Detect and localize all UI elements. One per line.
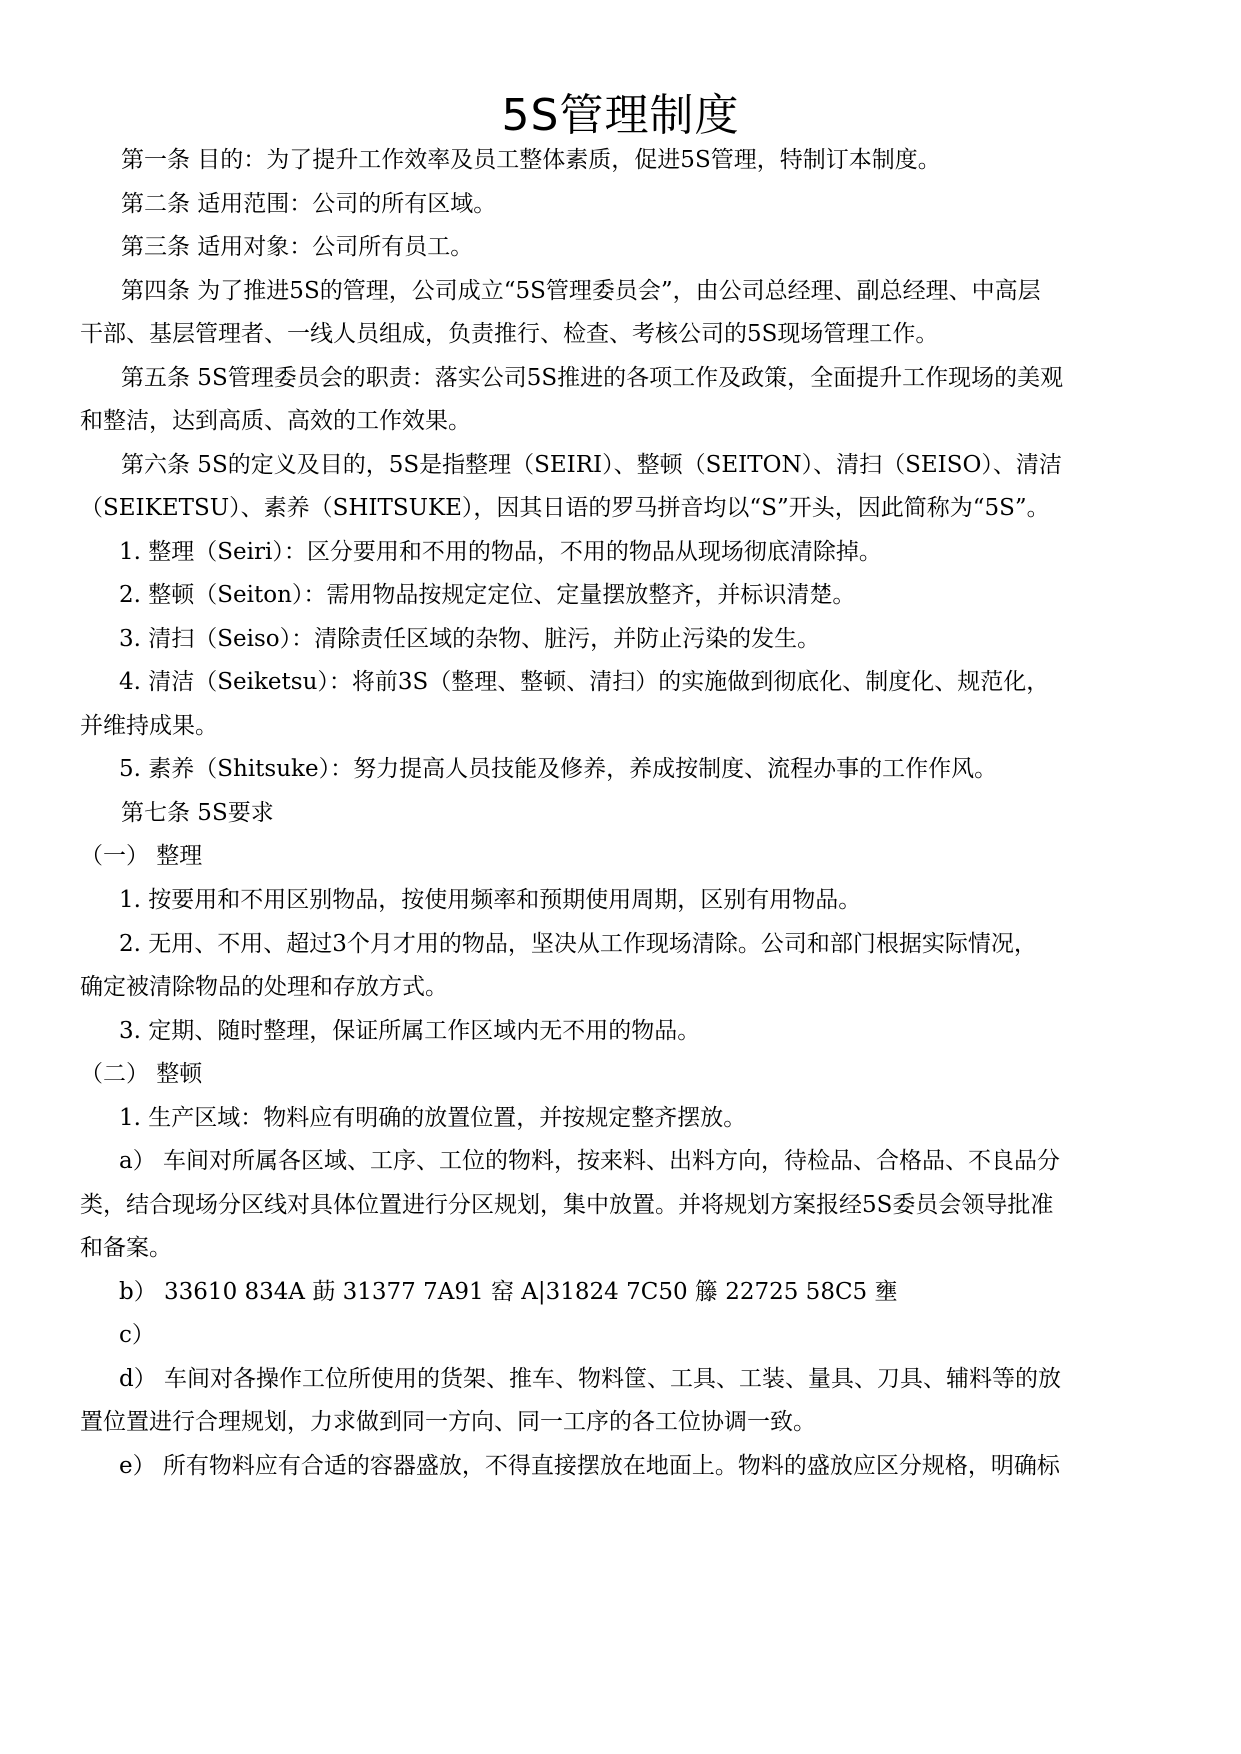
arrange-item-d-continuation: 置位置进行合理规划，力求做到同一方向、同一工序的各工位协调一致。 <box>80 1409 816 1435</box>
definition-item-1: 1. 整理（Seiri）：区分要用和不用的物品，不用的物品从现场彻底清除掉。 <box>119 539 882 565</box>
article-4-continuation: 干部、基层管理者、一线人员组成，负责推行、检查、考核公司的5S现场管理工作。 <box>80 321 939 347</box>
arrange-item-a: a） 车间对所属各区域、工序、工位的物料，按来料、出料方向，待检品、合格品、不良品分 <box>119 1148 1061 1174</box>
arrange-item-b: b） 33610 834A 莇 31377 7A91 窑 A|31824 7C50 籐 22725 58C5 壅 <box>119 1279 898 1305</box>
article-5-line: 第五条 5S管理委员会的职责：落实公司5S推进的各项工作及政策，全面提升工作现场的美观 <box>121 365 1064 391</box>
arrange-item-e: e） 所有物料应有合适的容器盛放，不得直接摆放在地面上。物料的盛放应区分规格，明确标 <box>119 1453 1060 1479</box>
definition-item-5: 5. 素养（Shitsuke）：努力提高人员技能及修养，养成按制度、流程办事的工作作风。 <box>119 756 998 782</box>
article-4-line: 第四条 为了推进5S的管理，公司成立“5S管理委员会”，由公司总经理、副总经理、中高层 <box>121 278 1041 304</box>
section-1-heading: （一） 整理 <box>80 843 203 869</box>
arrange-item-c: c） <box>119 1322 155 1348</box>
definition-item-2: 2. 整顿（Seiton）：需用物品按规定定位、定量摆放整齐，并标识清楚。 <box>119 582 856 608</box>
definition-item-4: 4. 清洁（Seiketsu）：将前3S（整理、整顿、清扫）的实施做到彻底化、制度化、规范化， <box>119 669 1050 695</box>
definition-item-3: 3. 清扫（Seiso）：清除责任区域的杂物、脏污，并防止污染的发生。 <box>119 626 821 652</box>
sort-item-3: 3. 定期、随时整理，保证所属工作区域内无不用的物品。 <box>119 1018 701 1044</box>
sort-item-2: 2. 无用、不用、超过3个月才用的物品，坚决从工作现场清除。公司和部门根据实际情况， <box>119 931 1037 957</box>
article-7-heading: 第七条 5S要求 <box>121 800 274 826</box>
article-6-line: 第六条 5S的定义及目的，5S是指整理（SEIRI）、整顿（SEITON）、清扫（SEISO）、清洁 <box>121 452 1062 478</box>
definition-item-4-continuation: 并维持成果。 <box>80 713 218 739</box>
arrange-item-1: 1. 生产区域：物料应有明确的放置位置，并按规定整齐摆放。 <box>119 1105 747 1131</box>
article-5-continuation: 和整洁，达到高质、高效的工作效果。 <box>80 408 471 434</box>
arrange-item-a-continuation-2: 和备案。 <box>80 1235 172 1261</box>
sort-item-1: 1. 按要用和不用区别物品，按使用频率和预期使用周期，区别有用物品。 <box>119 887 862 913</box>
article-3-line: 第三条 适用对象：公司所有员工。 <box>121 234 474 260</box>
arrange-item-a-continuation-1: 类，结合现场分区线对具体位置进行分区规划，集中放置。并将规划方案报经5S委员会领导批准 <box>80 1192 1054 1218</box>
article-2-line: 第二条 适用范围：公司的所有区域。 <box>121 191 497 217</box>
arrange-item-d: d） 车间对各操作工位所使用的货架、推车、物料筐、工具、工装、量具、刀具、辅料等的放 <box>119 1366 1062 1392</box>
article-1-line: 第一条 目的：为了提升工作效率及员工整体素质，促进5S管理，特制订本制度。 <box>121 147 941 173</box>
section-2-heading: （二） 整顿 <box>80 1061 203 1087</box>
sort-item-2-continuation: 确定被清除物品的处理和存放方式。 <box>80 974 448 1000</box>
page-title: 5S管理制度 <box>501 90 740 141</box>
article-6-continuation: （SEIKETSU）、素养（SHITSUKE），因其日语的罗马拼音均以“S”开头，因此简称为“5S”。 <box>80 495 1050 521</box>
